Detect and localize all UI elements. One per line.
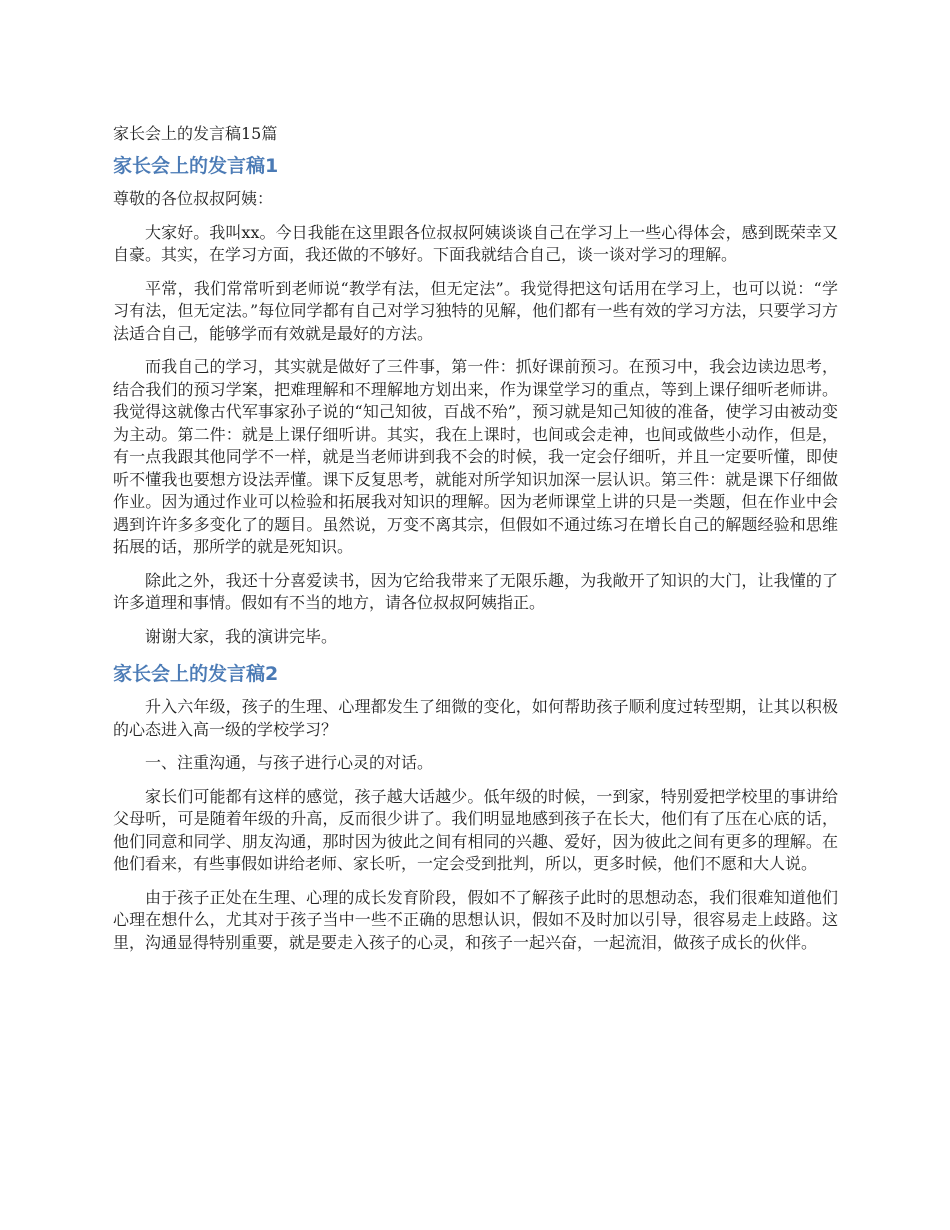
section-1-paragraph: 除此之外，我还十分喜爱读书，因为它给我带来了无限乐趣，为我敞开了知识的大门，让我懂的了许多道理和事情。假如有不当的地方，请各位叔叔阿姨指正。 — [113, 570, 838, 612]
section-1-heading: 家长会上的发言稿1 — [113, 155, 279, 177]
section-1-paragraph: 平常，我们常常听到老师说“教学有法，但无定法”。我觉得把这句话用在学习上，也可以说：“学习有法，但无定法。”每位同学都有自己对学习独特的见解，他们都有一些有效的学习方法，只要学习方法适合自己，能够学而有效就是最好的方法。 — [113, 278, 838, 343]
section-2-paragraph: 升入六年级，孩子的生理、心理都发生了细微的变化，如何帮助孩子顺利度过转型期，让其以积极的心态进入高一级的学校学习？ — [113, 697, 838, 739]
section-1-paragraph: 谢谢大家，我的演讲完毕。 — [145, 626, 338, 646]
section-2-heading: 家长会上的发言稿2 — [113, 663, 279, 685]
section-2-paragraph: 一、注重沟通，与孩子进行心灵的对话。 — [145, 753, 434, 772]
document-page — [113, 122, 838, 965]
document-title: 家长会上的发言稿15篇 — [113, 124, 278, 143]
section-2-paragraph: 由于孩子正处在生理、心理的成长发育阶段，假如不了解孩子此时的思想动态，我们很难知道他们心理在想什么，尤其对于孩子当中一些不正确的思想认识，假如不及时加以引导，很容易走上歧路。这里，沟通显得特别重要，就是要走入孩子的心灵，和孩子一起兴奋，一起流泪，做孩子成长的伙伴。 — [113, 887, 838, 952]
section-1-paragraph: 大家好。我叫xx。今日我能在这里跟各位叔叔阿姨谈谈自己在学习上一些心得体会，感到既荣幸又自豪。其实，在学习方面，我还做的不够好。下面我就结合自己，谈一谈对学习的理解。 — [113, 222, 838, 264]
section-1-salutation: 尊敬的各位叔叔阿姨： — [113, 189, 274, 208]
section-1-paragraph: 而我自己的学习，其实就是做好了三件事，第一件：抓好课前预习。在预习中，我会边读边思考，结合我们的预习学案，把难理解和不理解地方划出来，作为课堂学习的重点，等到上课仔细听老师讲。我觉得这就像古代军事家孙子说的“知己知彼，百战不殆”，预习就是知己知彼的准备，使学习由被动变为主动。第二件：就是上课仔细听讲。其实，我在上课时，也间或会走神，也间或做些小动作，但是，有一点我跟其他同学不一样，就是当老师讲到我不会的时候，我一定会仔细听，并且一定要听懂，即使听不懂我也要想方设法弄懂。课下反复思考，就能对所学知识加深一层认识。第三件：就是课下仔细做作业。因为通过作业可以检验和拓展我对知识的理解。因为老师课堂上讲的只是一类题，但在作业中会遇到许许多多变化了的题目。虽然说，万变不离其宗，但假如不通过练习在增长自己的解题经验和思维拓展的话，那所学的就是死知识。 — [113, 357, 838, 556]
section-2-paragraph: 家长们可能都有这样的感觉，孩子越大话越少。低年级的时候，一到家，特别爱把学校里的事讲给父母听，可是随着年级的升高，反而很少讲了。我们明显地感到孩子在长大，他们有了压在心底的话，他们同意和同学、朋友沟通，那时因为彼此之间有相同的兴趣、爱好，因为彼此之间有更多的理解。在他们看来，有些事假如讲给老师、家长听，一定会受到批判，所以，更多时候，他们不愿和大人说。 — [113, 786, 838, 873]
